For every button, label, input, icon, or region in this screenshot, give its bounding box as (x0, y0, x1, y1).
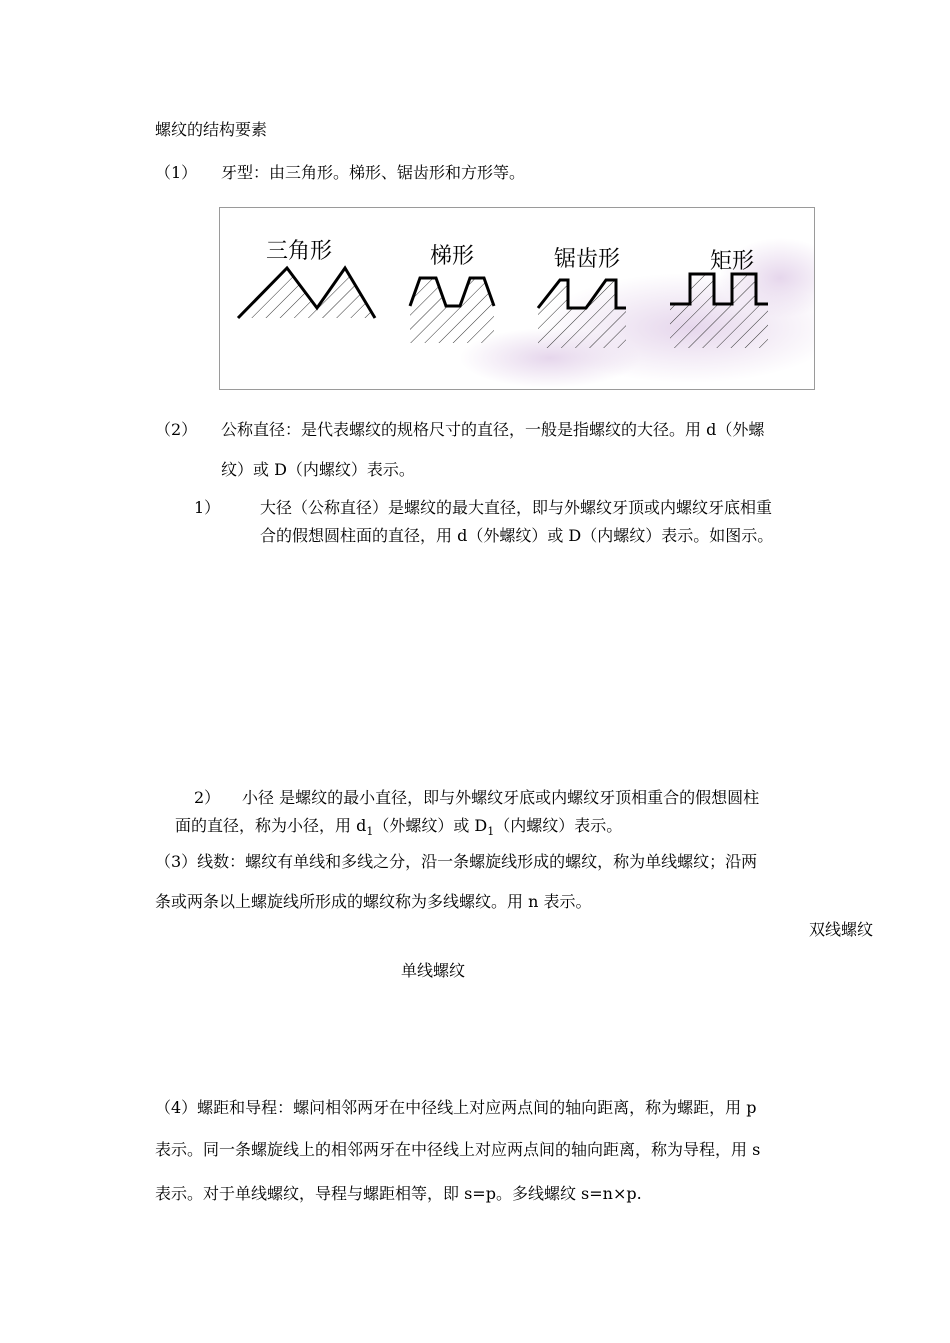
sub-2-text-b: （外螺纹）或 D (373, 816, 488, 835)
thread-profile-diagram (220, 208, 814, 389)
label-triangle: 三角形 (266, 239, 333, 264)
item-4-line-1: （4）螺距和导程：螺问相邻两牙在中径线上对应两点间的轴向距离，称为螺距，用 p (155, 1098, 757, 1117)
item-3-line-2: 条或两条以上螺旋线所形成的螺纹称为多线螺纹。用 n 表示。 (155, 892, 592, 911)
item-3-line-1: （3）线数：螺纹有单线和多线之分，沿一条螺旋线形成的螺纹，称为单线螺纹；沿两 (155, 852, 758, 871)
sub-2-text-c: （内螺纹）表示。 (494, 816, 623, 835)
item-4-line-2: 表示。同一条螺旋线上的相邻两牙在中径线上对应两点间的轴向距离，称为导程，用 s (155, 1140, 761, 1159)
thread-profile-figure (219, 207, 815, 390)
label-buttress: 锯齿形 (554, 247, 621, 272)
subscript-1: 1 (366, 825, 374, 838)
sub-2-text-a: 面的直径，称为小径，用 d (175, 816, 367, 835)
item-2-line-2: 纹）或 D（内螺纹）表示。 (221, 460, 415, 479)
sub-2-number: 2） (194, 788, 221, 807)
sub-1-number: 1） (194, 498, 221, 517)
subscript-1-upper: 1 (487, 825, 495, 838)
sub-2-line-2 (175, 815, 622, 837)
sub-2-line-1: 小径 是螺纹的最小直径，即与外螺纹牙底或内螺纹牙顶相重合的假想圆柱 (242, 788, 760, 807)
label-trapezoid: 梯形 (430, 244, 475, 269)
section-heading: 螺纹的结构要素 (155, 120, 268, 139)
label-double-thread: 双线螺纹 (808, 920, 873, 939)
item-2-number: （2） (155, 420, 198, 439)
label-square: 矩形 (710, 249, 755, 274)
item-1-text: 牙型：由三角形。梯形、锯齿形和方形等。 (221, 163, 526, 182)
trapezoid-thread-fill (410, 278, 494, 343)
item-1-number: （1） (155, 163, 198, 182)
sub-1-line-1: 大径（公称直径）是螺纹的最大直径，即与外螺纹牙顶或内螺纹牙底相重 (260, 498, 773, 517)
sub-1-line-2: 合的假想圆柱面的直径，用 d（外螺纹）或 D（内螺纹）表示。如图示。 (260, 526, 774, 545)
label-single-thread: 单线螺纹 (401, 961, 466, 980)
item-2-line-1: 公称直径：是代表螺纹的规格尺寸的直径，一般是指螺纹的大径。用 d（外螺 (221, 420, 765, 439)
item-4-line-3: 表示。对于单线螺纹，导程与螺距相等，即 s=p。多线螺纹 s=n×p. (155, 1184, 642, 1203)
